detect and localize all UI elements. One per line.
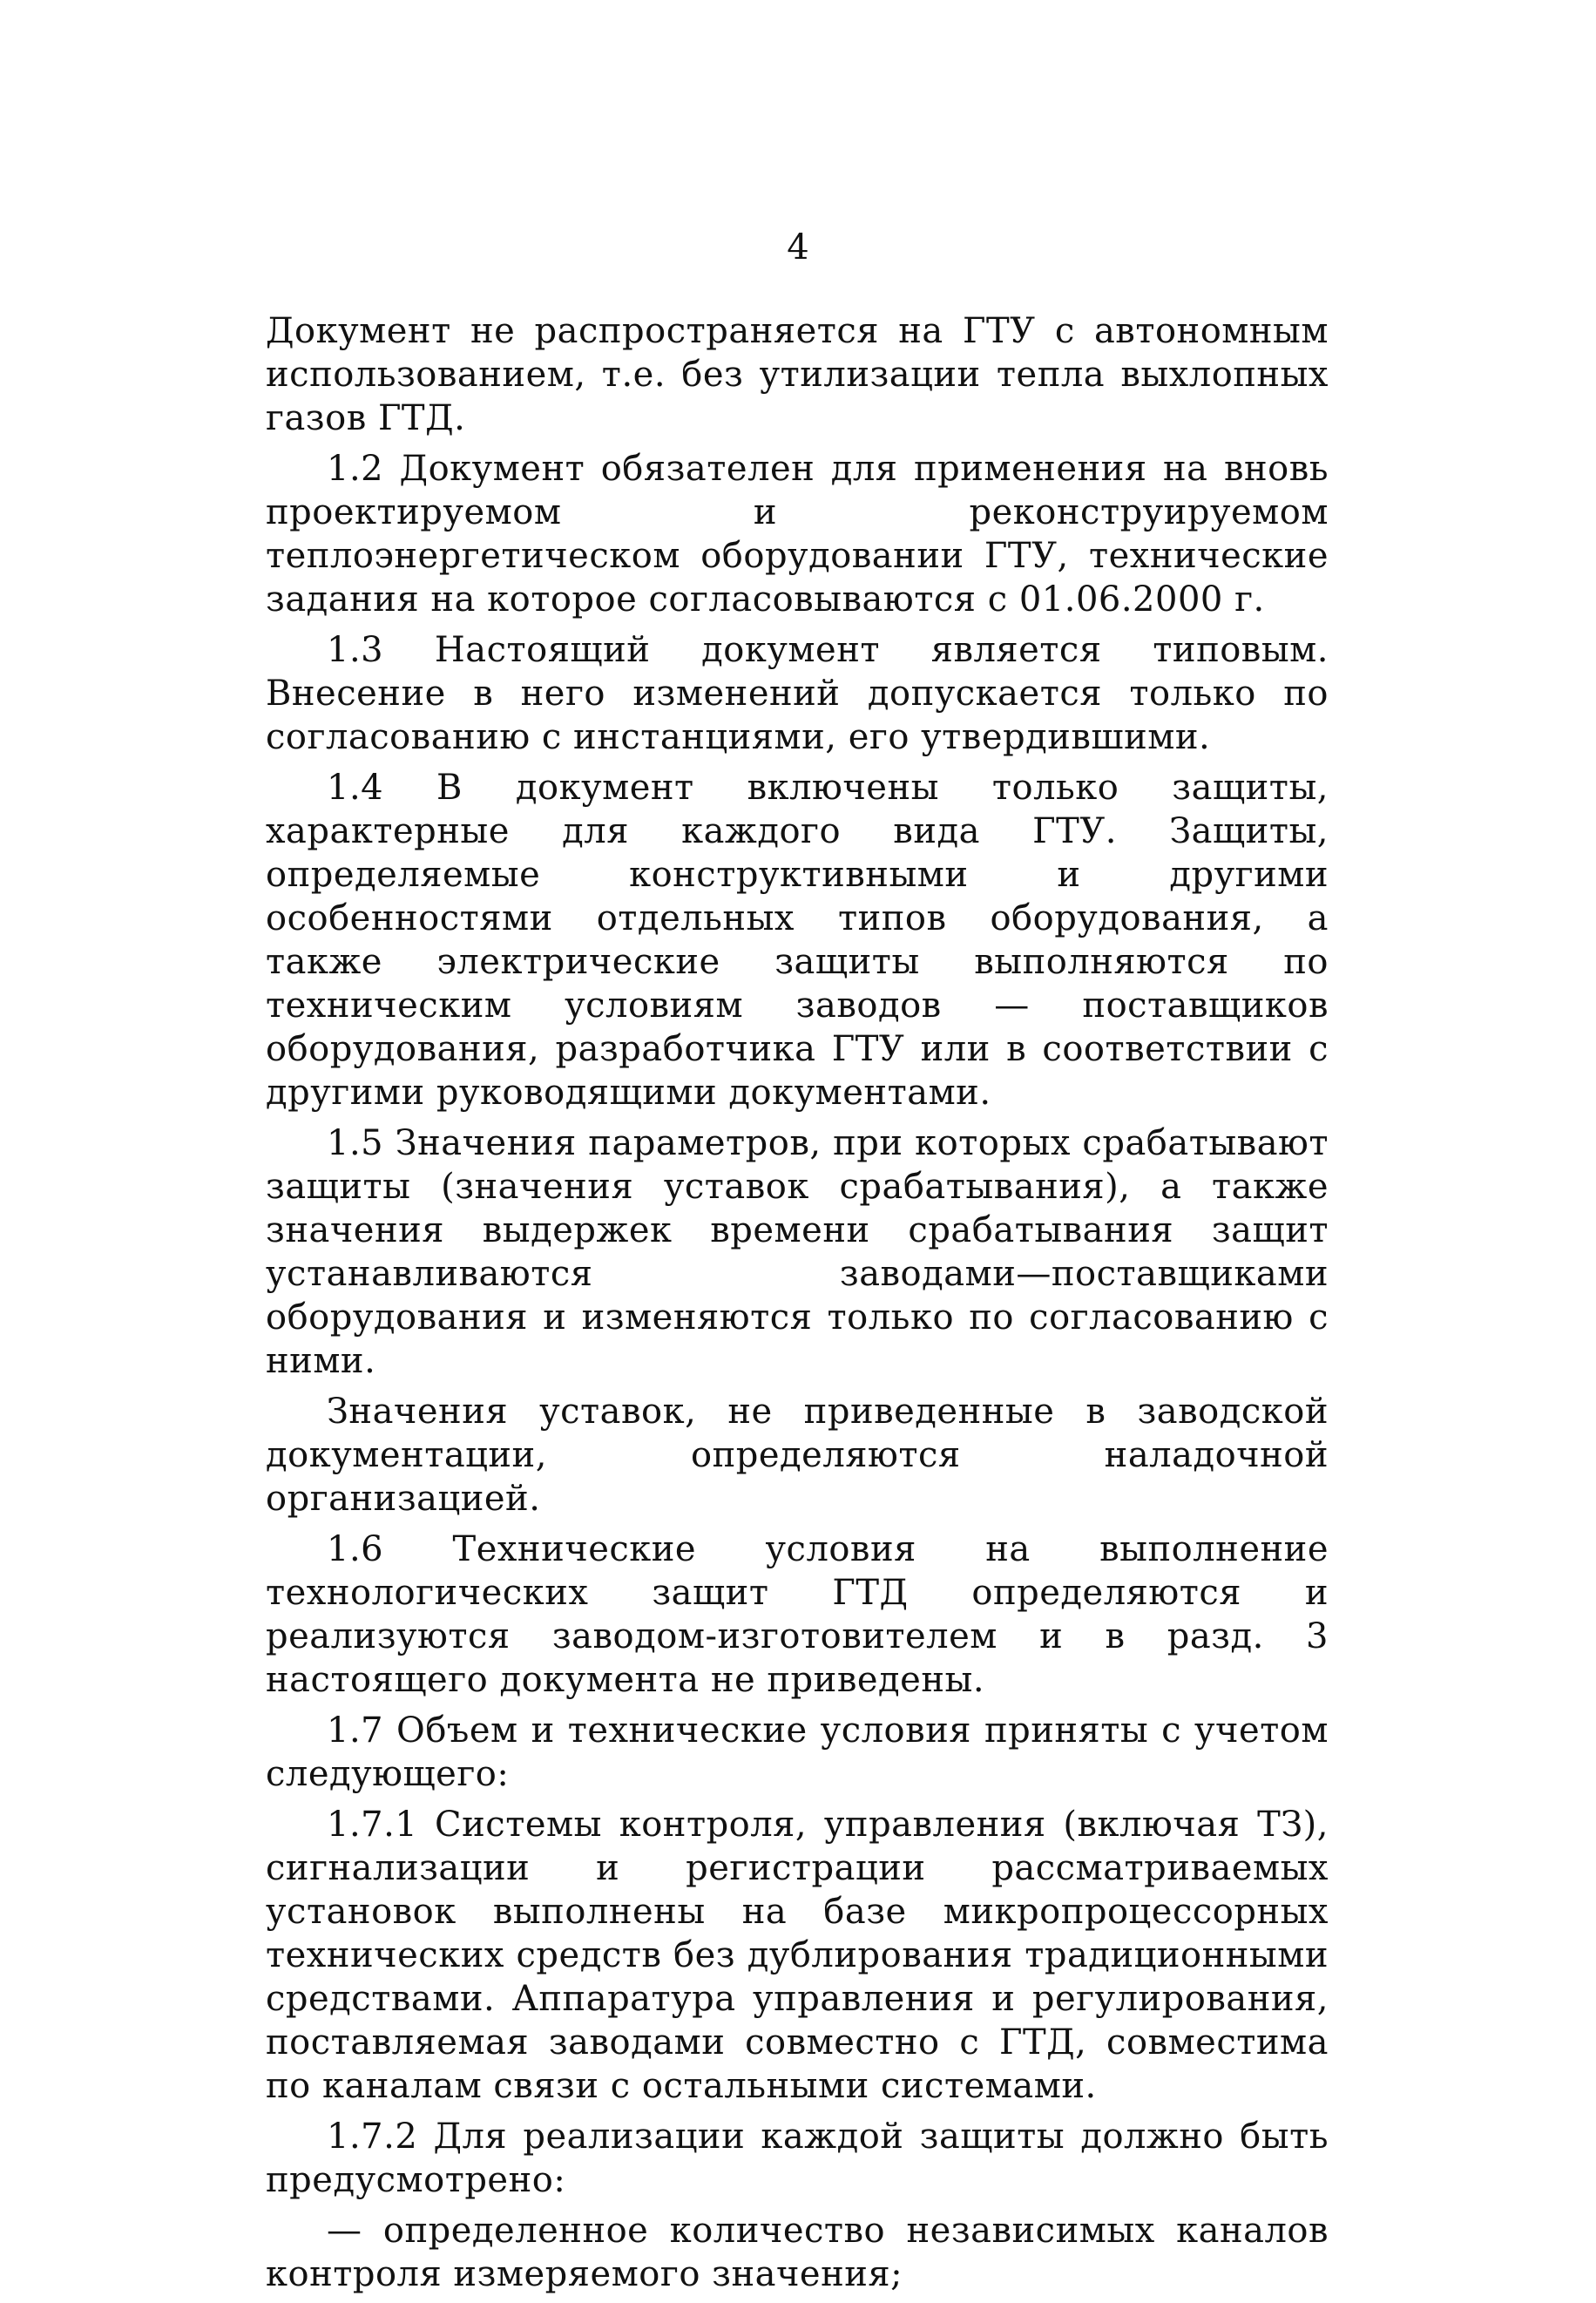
paragraph-1-3: 1.3 Настоящий документ является типовым. Внесение в него изменений допускается только по согласованию с инстанциями, его утвердившими. xyxy=(266,630,1329,757)
paragraph-1-4: 1.4 В документ включены только защиты, характерные для каждого вида ГТУ. Защиты, определяемые конструктивными и другими особенностями отдельных типов оборудования, а также электрические защиты выполняются по техническим условиям заводов — поставщиков оборудования, разработчика ГТУ или в соответствии с другими руководящими документами. xyxy=(266,768,1329,1113)
paragraph-1-7-1: 1.7.1 Системы контроля, управления (включая ТЗ), сигнализации и регистрации рассматриваемых установок выполнены на базе микропроцессорных технических средств без дублирования традиционными средствами. Аппаратура управления и регулирования, поставляемая заводами совместно с ГТД, совместима по каналам связи с остальными системами. xyxy=(266,1805,1329,2106)
paragraph-1-7-2: 1.7.2 Для реализации каждой защиты должно быть предусмотрено: xyxy=(266,2117,1329,2200)
document-body xyxy=(266,309,1329,2303)
paragraph-1-2: 1.2 Документ обязателен для применения на вновь проектируемом и реконструируемом теплоэнергетическом оборудовании ГТУ, технические задания на которое согласовываются с 01.06.2000 г. xyxy=(266,449,1329,620)
paragraph-setpoints-note: Значения уставок, не приведенные в заводской документации, определяются наладочной организацией. xyxy=(266,1392,1329,1519)
page-number: 4 xyxy=(787,227,809,268)
paragraph-1-7: 1.7 Объем и технические условия приняты с учетом следующего: xyxy=(266,1710,1329,1794)
paragraph-scope-exclusion: Документ не распространяется на ГТУ с автономным использованием, т.е. без утилизации тепла выхлопных газов ГТД. xyxy=(266,311,1329,438)
list-item-dash: — определенное количество независимых каналов контроля измеряемого значения; xyxy=(266,2211,1329,2294)
paragraph-1-5: 1.5 Значения параметров, при которых срабатывают защиты (значения уставок срабатывания), а также значения выдержек времени срабатывания защит устанавливаются заводами—поставщиками оборудования и изменяются только по согласованию с ними. xyxy=(266,1123,1329,1381)
paragraph-1-6: 1.6 Технические условия на выполнение технологических защит ГТД определяются и реализуются заводом-изготовителем и в разд. 3 настоящего документа не приведены. xyxy=(266,1529,1329,1700)
